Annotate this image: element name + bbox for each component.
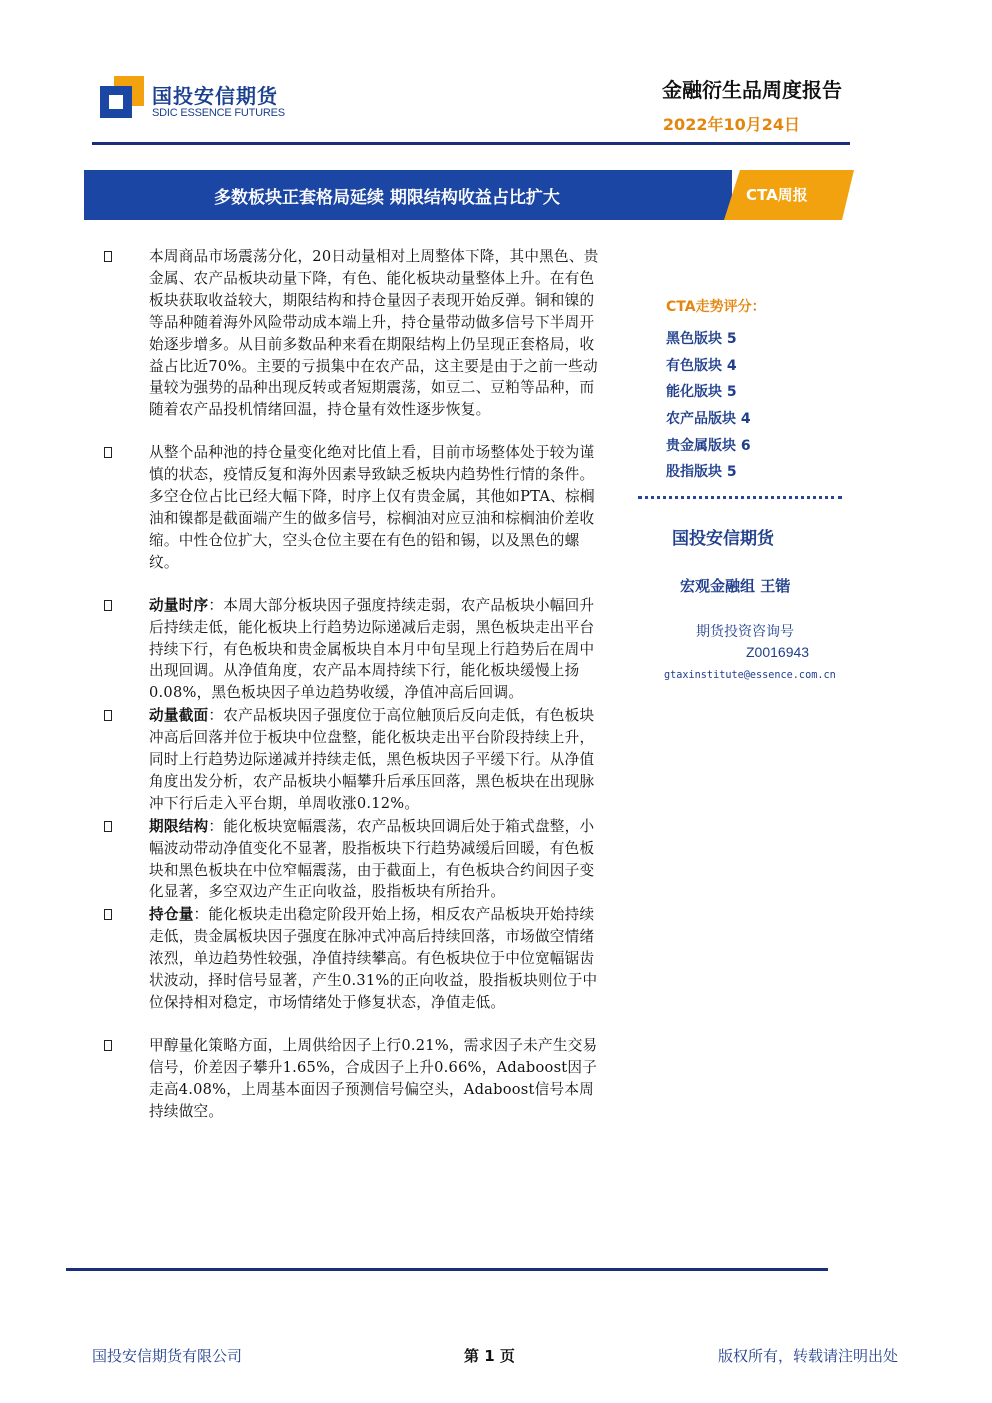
paragraph-text: ：农产品板块因子强度位于高位触顶后反向走低，有色板块冲高后回落并位于板块中位盘整，能化板块走出平台阶段持续上升，同时上行趋势边际递减并持续走低，黑色板块因子平缓下行。从净值角度出发分析，农产品板块小幅攀升后承压回落，黑色板块在出现脉冲下行后走入平台期，单周收涨0.12%。 (149, 707, 595, 812)
logo-text-en: SDIC ESSENCE FUTURES (152, 107, 285, 119)
paragraph-lead: 动量截面 (149, 707, 209, 725)
paragraph-term-structure (100, 816, 608, 904)
footer-rights: 版权所有，转载请注明出处 (717, 1347, 898, 1365)
logo-mark-icon (100, 76, 144, 120)
paragraph-lead: 动量时序 (149, 596, 209, 614)
header-divider (92, 142, 850, 145)
main-content (100, 246, 608, 1123)
score-item-black: 黑色版块 5 (666, 331, 737, 347)
bullet-icon (104, 909, 112, 920)
paragraph-text: 本周商品市场震荡分化，20日动量相对上周整体下降，其中黑色、贵金属、农产品板块动量下降，有色、能化板块动量整体上升。在有色板块获取收益较大，期限结构和持仓量因子表现开始反弹。铜和镍的等品种随着海外风险带动成本端上升，持仓量带动做多信号下半周开始逐步增多。从目前多数品种来看在期限结构上仍呈现正套格局，收益占比近70%。主要的亏损集中在农产品，这主要是由于之前一些动量较为强势的品种出现反转或者短期震荡，如豆二、豆粕等品种，而随着农产品投机情绪回温，持仓量有效性逐步恢复。 (149, 248, 599, 419)
company-logo (100, 76, 300, 126)
paragraph-market-overview (100, 246, 608, 421)
logo-text-cn: 国投安信期货 (152, 84, 278, 108)
paragraph-text: ：本周大部分板块因子强度持续走弱，农产品板块小幅回升后持续走低，能化板块上行趋势边际递减后走弱，黑色板块走出平台持续下行，有色板块和贵金属板块自本月中旬呈现上行趋势后在周中出现回调。从净值角度，农产品本周持续下行，能化板块缓慢上扬0.08%，黑色板块因子单边趋势收缓，净值冲高后回调。 (149, 596, 595, 702)
title-banner (84, 170, 854, 220)
score-item-nonferrous: 有色版块 4 (666, 357, 737, 374)
sidebar-divider (638, 496, 842, 499)
score-header: CTA走势评分： (666, 299, 766, 315)
paragraph-text: 甲醇量化策略方面，上周供给因子上行0.21%，需求因子未产生交易信号，价差因子攀升1.65%，合成因子上升0.66%，Adaboost因子走高4.08%，上周基本面因子预测信号偏空头，Adaboost信号本周持续做空。 (149, 1036, 598, 1120)
sidebar-company: 国投安信期货 (672, 529, 774, 549)
paragraph-momentum-timeseries (100, 595, 608, 705)
bullet-icon (104, 1040, 112, 1051)
paragraph-text: 从整个品种池的持仓量变化绝对比值上看，目前市场整体处于较为谨慎的状态，疫情反复和海外因素导致缺乏板块内趋势性行情的条件。多空仓位占比已经大幅下降，时序上仅有贵金属，其他如PTA、棕榈油和镍都是截面端产生的做多信号，棕榈油对应豆油和棕榈油价差收缩。中性仓位扩大，空头仓位主要在有色的铅和锡，以及黑色的螺纹。 (149, 444, 595, 571)
score-item-precious: 贵金属版块 6 (666, 437, 751, 454)
score-item-energy-chem: 能化版块 5 (666, 384, 737, 401)
cert-label: 期货投资咨询号 (696, 624, 794, 640)
paragraph-lead: 期限结构 (149, 817, 209, 835)
footer-company: 国投安信期货有限公司 (92, 1347, 243, 1365)
bullet-icon (104, 600, 112, 611)
contact-email[interactable]: gtaxinstitute@essence.com.cn (664, 670, 836, 681)
banner-tag: CTA周报 (746, 186, 808, 204)
analyst-name: 宏观金融组 王锴 (680, 577, 791, 595)
paragraph-text: ：能化板块宽幅震荡，农产品板块回调后处于箱式盘整，小幅波动带动净值变化不显著，股指板块下行趋势减缓后回暖，有色板块和黑色板块在中位窄幅震荡，由于截面上，有色板块合约间因子变化显著，多空双边产生正向收益，股指板块有所抬升。 (149, 817, 595, 901)
bullet-icon (104, 251, 112, 262)
report-date: 2022年10月24日 (662, 115, 800, 134)
paragraph-text: ：能化板块走出稳定阶段开始上扬，相反农产品板块开始持续走低，贵金属板块因子强度在脉冲式冲高后持续回落，市场做空情绪浓烈，单边趋势性较强，净值持续攀高。有色板块位于中位宽幅锯齿状波动，择时信号显著，产生0.31%的正向收益，股指板块则位于中位保持相对稳定，市场情绪处于修复状态，净值走低。 (149, 906, 598, 1011)
score-list (666, 328, 751, 488)
paragraph-methanol-strategy (100, 1035, 608, 1123)
score-item-index: 股指版块 5 (666, 464, 737, 481)
footer-divider (66, 1268, 828, 1271)
bullet-icon (104, 710, 112, 721)
report-title: 金融衍生品周度报告 (662, 78, 842, 102)
paragraph-open-interest (100, 442, 608, 573)
banner-title: 多数板块正套格局延续 期限结构收益占比扩大 (214, 188, 560, 208)
bullet-icon (104, 447, 112, 458)
paragraph-lead: 持仓量 (149, 906, 194, 924)
cert-number: Z0016943 (746, 644, 810, 660)
score-item-agri: 农产品版块 4 (666, 411, 751, 428)
bullet-icon (104, 821, 112, 832)
page-number: 第 1 页 (464, 1347, 515, 1365)
paragraph-momentum-cross-section (100, 705, 608, 815)
paragraph-position (100, 904, 608, 1014)
